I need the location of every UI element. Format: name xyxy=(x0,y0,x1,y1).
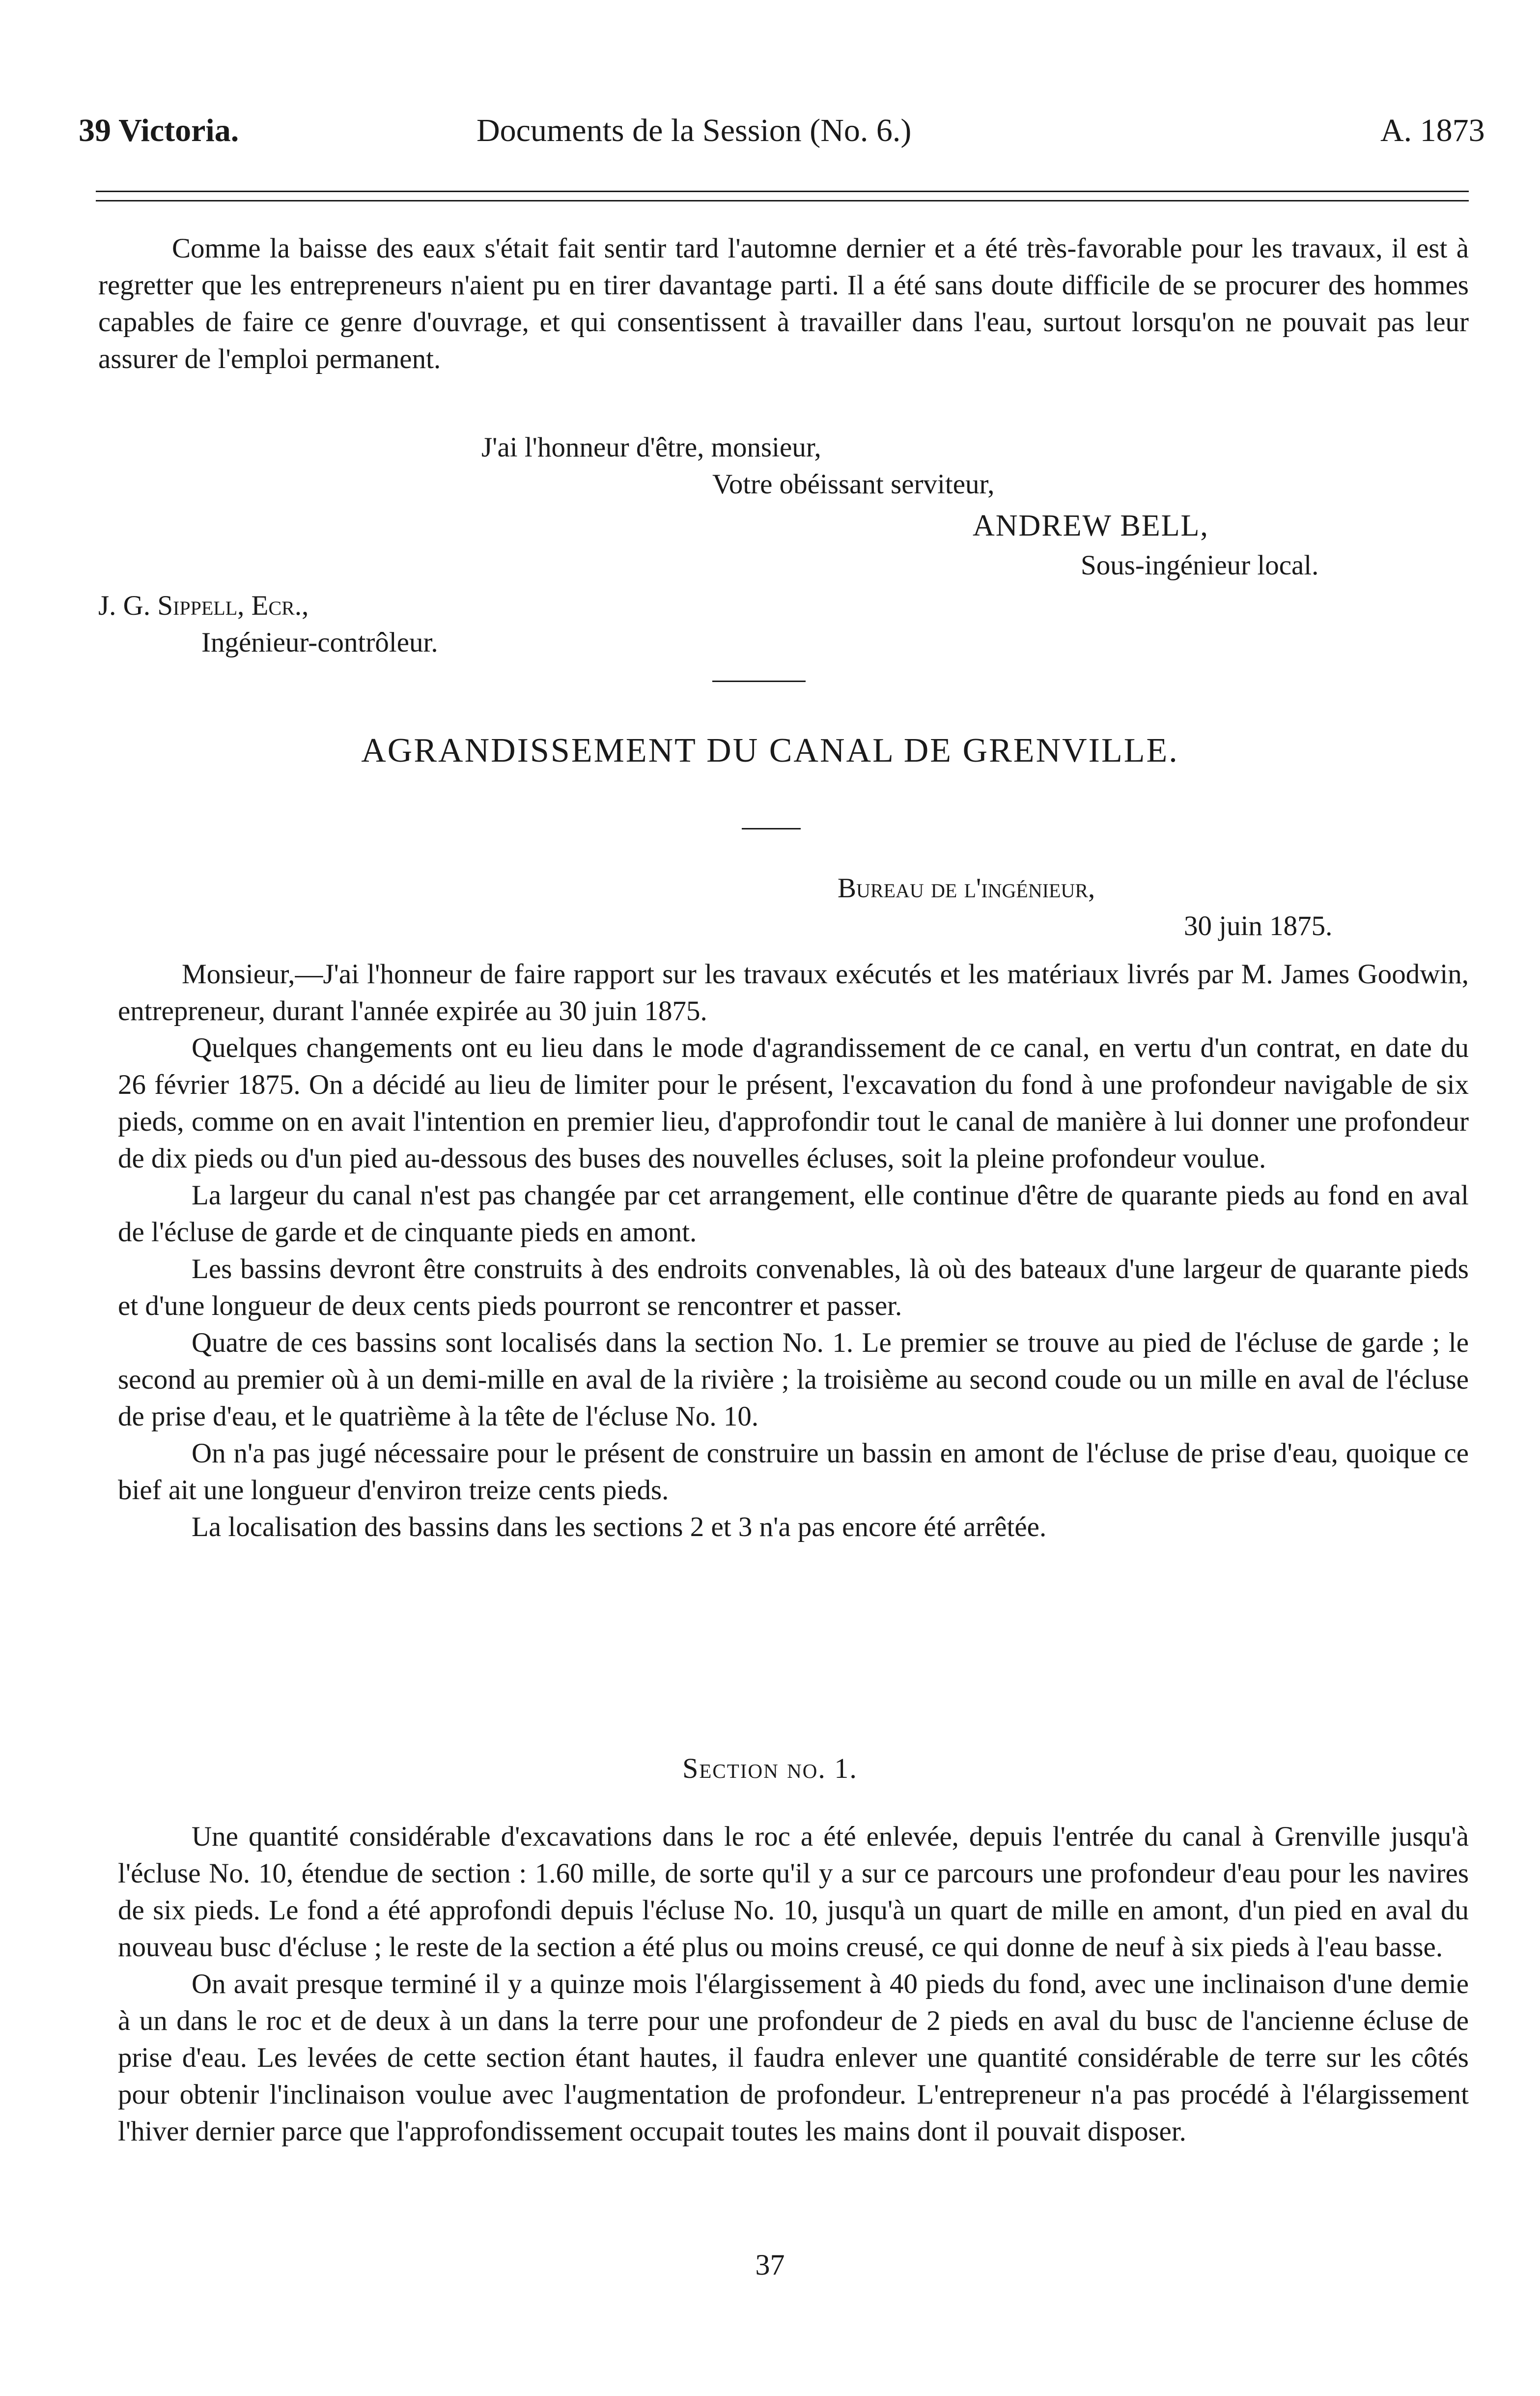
section-body xyxy=(118,1818,1469,2150)
signature-name: ANDREW BELL, xyxy=(973,509,1209,542)
letter-body xyxy=(118,956,1469,1545)
paragraph-four-basins: Quatre de ces bassins sont localisés dans la section No. 1. Le premier se trouve au pied de l'écluse de garde ; le second au premier où à un demi-mille en aval de la rivière ; la troisième au second coude ou un mille en aval de l'écluse de prise d'eau, et le quatrième à la tête de l'écluse No. 10. xyxy=(118,1327,1469,1432)
running-header xyxy=(79,112,1485,156)
signature-title: Sous-ingénieur local. xyxy=(1081,550,1319,581)
header-regnal-year: 39 Victoria. xyxy=(79,113,239,148)
header-session-title: Documents de la Session (No. 6.) xyxy=(476,113,912,148)
letterhead-date: 30 juin 1875. xyxy=(1184,911,1333,941)
addressee-name: J. G. Sippell, Ecr., xyxy=(98,590,309,621)
paragraph-changes: Quelques changements ont eu lieu dans le mode d'agrandissement de ce canal, en vertu d'un contrat, en date du 26 février 1875. On a décidé au lieu de limiter pour le présent, l'excavation du fond à une profondeur navigable de six pieds, comme on en avait l'intention en premier lieu, d'approfondir tout le canal de manière à lui donner une profondeur de dix pieds ou d'un pied au-dessous des buses des nouvelles écluses, soit la pleine profondeur voulue. xyxy=(118,1032,1469,1174)
section-title: AGRANDISSEMENT DU CANAL DE GRENVILLE. xyxy=(361,732,1179,770)
paragraph-basins: Les bassins devront être construits à des endroits convenables, là où des bateaux d'une largeur de quarante pieds et d'une longueur de deux cents pieds pourront se rencontrer et passer. xyxy=(118,1254,1469,1321)
intro-text-block xyxy=(98,230,1469,377)
paragraph-no-basin: On n'a pas jugé nécessaire pour le présent de construire un bassin en amont de l'écluse de prise d'eau, quoique ce bief ait une longueur d'environ treize cents pieds. xyxy=(118,1438,1469,1506)
paragraph-widening: On avait presque terminé il y a quinze mois l'élargissement à 40 pieds du fond, avec une inclinaison d'une demie à un dans le roc et de deux à un dans la terre pour une profondeur de 2 pieds en aval du busc de l'ancienne écluse de prise d'eau. Les levées de cette section étant hautes, il faudra enlever une quantité considérable de terre sur les côtés pour obtenir l'inclinaison voulue avec l'augmentation de profondeur. L'entrepreneur n'a pas procédé à l'élargissement l'hiver dernier parce que l'approfondissement occupait toutes les mains dont il pouvait disposer. xyxy=(118,1968,1469,2147)
paragraph-width: La largeur du canal n'est pas changée par cet arrangement, elle continue d'être de quarante pieds au fond en aval de l'écluse de garde et de cinquante pieds en amont. xyxy=(118,1180,1469,1248)
letterhead-office: Bureau de l'ingénieur, xyxy=(838,873,1095,904)
paragraph-localisation: La localisation des bassins dans les sections 2 et 3 n'a pas encore été arrêtée. xyxy=(192,1512,1047,1542)
header-double-rule xyxy=(96,191,1469,201)
intro-paragraph: Comme la baisse des eaux s'était fait sentir tard l'automne dernier et a été très-favorable pour les travaux, il est à regretter que les entrepreneurs n'aient pu en tirer davantage parti. Il a été sans doute difficile de se procurer des hommes capables de faire ce genre d'ouvrage, et qui consentissent à travailler dans l'eau, surtout lorsqu'on ne pouvait pas leur assurer de l'emploi permanent. xyxy=(98,233,1469,374)
closing-line-2: Votre obéissant serviteur, xyxy=(712,469,995,500)
header-year: A. 1873 xyxy=(1380,113,1485,148)
closing-line-1: J'ai l'honneur d'être, monsieur, xyxy=(481,432,821,463)
subsection-heading: Section no. 1. xyxy=(682,1752,858,1784)
addressee-title: Ingénieur-contrôleur. xyxy=(201,627,438,658)
paragraph-excavations: Une quantité considérable d'excavations dans le roc a été enlevée, depuis l'entrée du canal à Grenville jusqu'à l'écluse No. 10, étendue de section : 1.60 mille, de sorte qu'il y a sur ce parcours une profondeur d'eau pour les navires de six pieds. Le fond a été approfondi depuis l'écluse No. 10, jusqu'à un quart de mille en amont, d'un pied en aval du nouveau busc d'écluse ; le reste de la section a été plus ou moins creusé, ce qui donne de neuf à six pieds à l'eau basse. xyxy=(118,1821,1469,1963)
separator-rule xyxy=(712,681,806,682)
page-number: 37 xyxy=(755,2249,785,2281)
paragraph-salutation: Monsieur,—J'ai l'honneur de faire rapport sur les travaux exécutés et les matériaux livrés par M. James Goodwin, entrepreneur, durant l'année expirée au 30 juin 1875. xyxy=(118,959,1469,1027)
title-rule xyxy=(742,828,801,829)
